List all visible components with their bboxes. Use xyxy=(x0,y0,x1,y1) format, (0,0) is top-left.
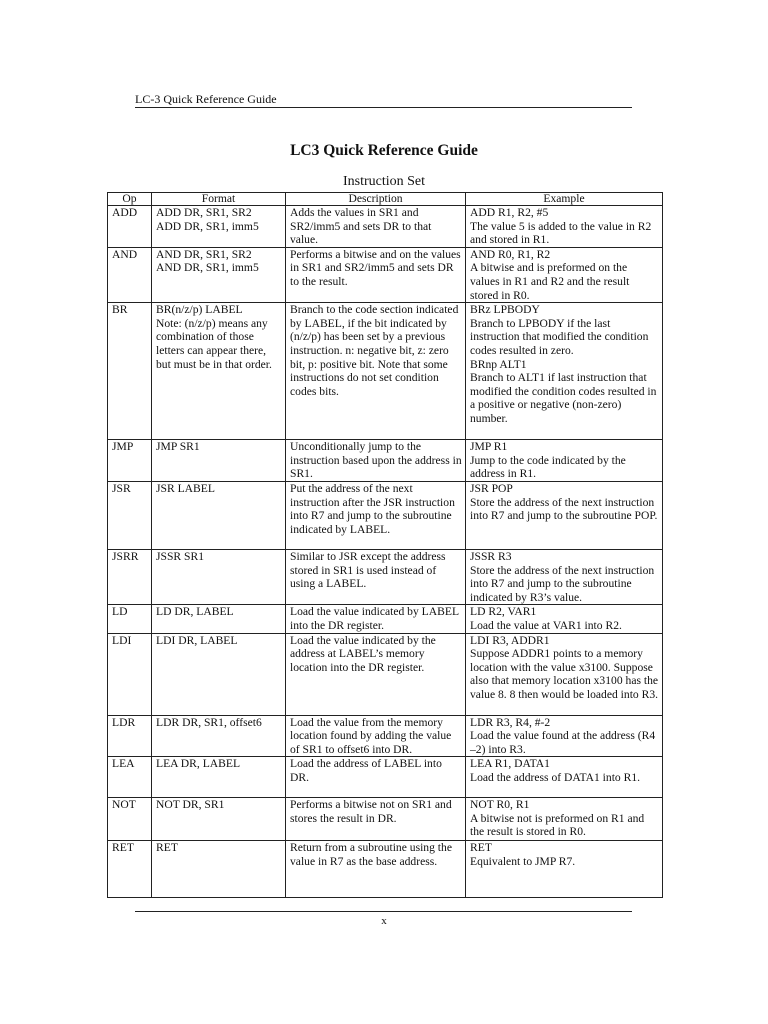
table-row xyxy=(108,798,663,841)
op-cell: JSR xyxy=(108,481,152,549)
format-cell: LD DR, LABEL xyxy=(152,605,286,633)
table-row xyxy=(108,605,663,633)
example-cell: RET Equivalent to JMP R7. xyxy=(466,841,663,898)
example-cell: JSSR R3 Store the address of the next instruction into R7 and jump to the subroutine indicated by R3’s value. xyxy=(466,549,663,604)
example-cell: LD R2, VAR1 Load the value at VAR1 into R2. xyxy=(466,605,663,633)
format-cell: AND DR, SR1, SR2 AND DR, SR1, imm5 xyxy=(152,247,286,302)
format-cell: BR(n/z/p) LABEL Note: (n/z/p) means any combination of those letters can appear there, but must be in that order. xyxy=(152,303,286,440)
example-cell: LDI R3, ADDR1 Suppose ADDR1 points to a memory location with the value x3100. Suppose also that memory location x3100 has the value 8. 8 then would be loaded into R3. xyxy=(466,633,663,715)
example-cell: JSR POP Store the address of the next instruction into R7 and jump to the subroutine POP. xyxy=(466,481,663,549)
op-cell: JSRR xyxy=(108,549,152,604)
description-cell: Load the value indicated by the address at LABEL’s memory location into the DR register. xyxy=(286,633,466,715)
table-header-row xyxy=(108,193,663,206)
example-cell: LDR R3, R4, #-2 Load the value found at the address (R4 –2) into R3. xyxy=(466,715,663,757)
description-cell: Load the value from the memory location found by adding the value of SR1 to offset6 into DR. xyxy=(286,715,466,757)
op-cell: JMP xyxy=(108,440,152,482)
format-cell: LDR DR, SR1, offset6 xyxy=(152,715,286,757)
table-row xyxy=(108,481,663,549)
description-cell: Performs a bitwise not on SR1 and stores the result in DR. xyxy=(286,798,466,841)
running-header: LC-3 Quick Reference Guide xyxy=(135,92,277,106)
format-cell: LEA DR, LABEL xyxy=(152,757,286,798)
instruction-set-table xyxy=(107,192,663,898)
description-cell: Unconditionally jump to the instruction based upon the address in SR1. xyxy=(286,440,466,482)
table-row xyxy=(108,841,663,898)
example-cell: NOT R0, R1 A bitwise not is preformed on R1 and the result is stored in R0. xyxy=(466,798,663,841)
table-row xyxy=(108,715,663,757)
format-cell: JSSR SR1 xyxy=(152,549,286,604)
format-cell: JSR LABEL xyxy=(152,481,286,549)
op-cell: LD xyxy=(108,605,152,633)
header-rule xyxy=(135,107,632,108)
table-row xyxy=(108,549,663,604)
table-row xyxy=(108,206,663,248)
op-cell: NOT xyxy=(108,798,152,841)
document-title: LC3 Quick Reference Guide xyxy=(290,142,478,159)
table-row xyxy=(108,757,663,798)
op-cell: LDR xyxy=(108,715,152,757)
footer-rule xyxy=(135,911,632,912)
op-cell: LEA xyxy=(108,757,152,798)
column-header-example: Example xyxy=(466,193,663,206)
page-number: x xyxy=(381,915,387,927)
op-cell: AND xyxy=(108,247,152,302)
description-cell: Load the value indicated by LABEL into the DR register. xyxy=(286,605,466,633)
op-cell: RET xyxy=(108,841,152,898)
description-cell: Return from a subroutine using the value in R7 as the base address. xyxy=(286,841,466,898)
op-cell: LDI xyxy=(108,633,152,715)
description-cell: Similar to JSR except the address stored in SR1 is used instead of using a LABEL. xyxy=(286,549,466,604)
example-cell: LEA R1, DATA1 Load the address of DATA1 into R1. xyxy=(466,757,663,798)
format-cell: RET xyxy=(152,841,286,898)
description-cell: Branch to the code section indicated by LABEL, if the bit indicated by (n/z/p) has been set by a previous instruction. n: negative bit, z: zero bit, p: positive bit. Note that some instructions do not set condition codes bits. xyxy=(286,303,466,440)
column-header-description: Description xyxy=(286,193,466,206)
op-cell: ADD xyxy=(108,206,152,248)
table-row xyxy=(108,303,663,440)
op-cell: BR xyxy=(108,303,152,440)
example-cell: ADD R1, R2, #5 The value 5 is added to the value in R2 and stored in R1. xyxy=(466,206,663,248)
example-cell: BRz LPBODY Branch to LPBODY if the last instruction that modified the condition codes resulted in zero. BRnp ALT1 Branch to ALT1 if last instruction that modified the condition codes resulted in a positive or negative (non-zero) number. xyxy=(466,303,663,440)
example-cell: AND R0, R1, R2 A bitwise and is preformed on the values in R1 and R2 and the result stored in R0. xyxy=(466,247,663,302)
table-row xyxy=(108,440,663,482)
table-row xyxy=(108,633,663,715)
description-cell: Adds the values in SR1 and SR2/imm5 and sets DR to that value. xyxy=(286,206,466,248)
column-header-format: Format xyxy=(152,193,286,206)
table-caption: Instruction Set xyxy=(342,174,426,189)
example-cell: JMP R1 Jump to the code indicated by the address in R1. xyxy=(466,440,663,482)
description-cell: Performs a bitwise and on the values in SR1 and SR2/imm5 and sets DR to the result. xyxy=(286,247,466,302)
description-cell: Load the address of LABEL into DR. xyxy=(286,757,466,798)
table-row xyxy=(108,247,663,302)
format-cell: JMP SR1 xyxy=(152,440,286,482)
column-header-op: Op xyxy=(108,193,152,206)
format-cell: LDI DR, LABEL xyxy=(152,633,286,715)
format-cell: NOT DR, SR1 xyxy=(152,798,286,841)
description-cell: Put the address of the next instruction after the JSR instruction into R7 and jump to the subroutine indicated by LABEL. xyxy=(286,481,466,549)
format-cell: ADD DR, SR1, SR2 ADD DR, SR1, imm5 xyxy=(152,206,286,248)
